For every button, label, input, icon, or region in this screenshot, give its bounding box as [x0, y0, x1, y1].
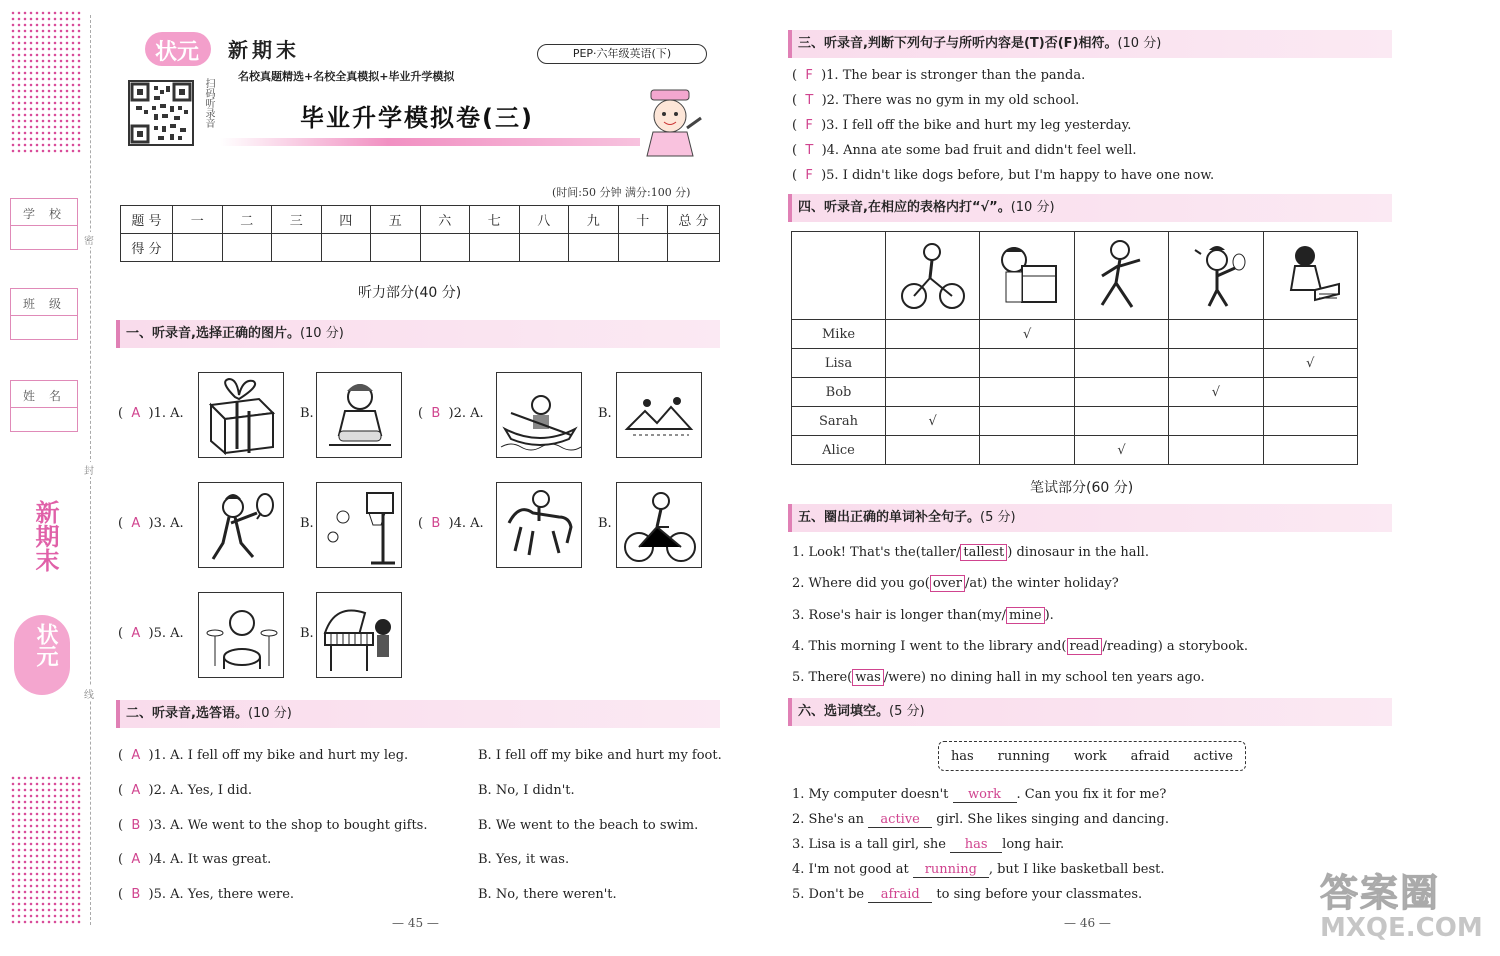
- score-table-score-row: [121, 234, 720, 262]
- option-b-label: B.: [300, 626, 314, 641]
- circled-word[interactable]: was: [852, 669, 884, 686]
- qr-code-icon[interactable]: [128, 80, 194, 146]
- activity-picture-row: [792, 232, 1358, 320]
- score-row-label: 得 分: [121, 234, 173, 262]
- score-cell: 六: [420, 206, 470, 234]
- student-name: Alice: [792, 436, 886, 465]
- piano-player-icon[interactable]: [316, 592, 402, 678]
- score-cell: 十: [618, 206, 668, 234]
- ski-scene-icon[interactable]: [616, 372, 702, 458]
- part1-item-5: ( A )5. A.: [118, 626, 184, 641]
- drummer-icon[interactable]: [198, 592, 284, 678]
- part6-item-5: 5. Don't be afraid to sing before your classmates.: [792, 887, 1143, 902]
- part6-item-3: 3. Lisa is a tall girl, she has long hair.: [792, 837, 1065, 852]
- part2-item-1: ( A )1. A. I fell off my bike and hurt my leg.: [118, 748, 409, 763]
- boat-rowing-icon[interactable]: [496, 372, 582, 458]
- part5-item-5: 5. There( was /were) no dining hall in my school ten years ago.: [792, 670, 1205, 685]
- series-title: 新期末: [228, 38, 300, 62]
- section-4-title: 四、听录音,在相应的表格内打“√”。(10 分): [788, 194, 1392, 222]
- part6-item-1: 1. My computer doesn't work . Can you fix it for me?: [792, 787, 1167, 802]
- part1-item-3: ( A )3. A.: [118, 516, 184, 531]
- running-icon: [1074, 232, 1168, 320]
- score-table: [120, 205, 720, 262]
- name-label: 姓名: [23, 389, 76, 403]
- part2-item-2: ( A )2. A. Yes, I did.: [118, 783, 253, 798]
- fill-blank[interactable]: has: [950, 837, 1002, 853]
- bike-riding-icon[interactable]: [616, 482, 702, 568]
- header-subtitle: 名校真题精选+名校全真模拟+毕业升学模拟: [238, 70, 455, 83]
- vertical-brand-text: 新期末: [31, 500, 59, 572]
- student-name: Sarah: [792, 407, 886, 436]
- part3-item-2: ( T )2. There was no gym in my old school.: [792, 93, 1080, 108]
- part5-item-2: 2. Where did you go( over /at) the winter holiday?: [792, 576, 1119, 591]
- girl-eating-icon[interactable]: [316, 372, 402, 458]
- student-name: Lisa: [792, 349, 886, 378]
- activity-row: Mike √: [792, 320, 1358, 349]
- page-number-left: — 45 —: [392, 916, 439, 930]
- part5-item-4: 4. This morning I went to the library and( read /reading) a storybook.: [792, 639, 1249, 654]
- school-label: 学校: [23, 207, 76, 221]
- activity-row: Lisa √: [792, 349, 1358, 378]
- school-field[interactable]: [10, 198, 78, 250]
- part5-item-3: 3. Rose's hair is longer than(my/ mine ).: [792, 608, 1054, 623]
- listening-heading: 听力部分(40 分): [358, 285, 462, 301]
- score-cell: 九: [569, 206, 619, 234]
- word-bank: [938, 741, 1246, 771]
- fill-blank[interactable]: active: [868, 812, 932, 828]
- section-3-title: 三、听录音,判断下列句子与所听内容是(T)否(F)相符。(10 分): [788, 30, 1392, 58]
- watermark-line2: MXQE.COM: [1320, 913, 1483, 943]
- section-5-title: 五、圈出正确的单词补全句子。(5 分): [788, 504, 1392, 532]
- student-name: Mike: [792, 320, 886, 349]
- score-cell: 五: [371, 206, 421, 234]
- word-bank-item: work: [1073, 748, 1107, 764]
- reading-icon: [1263, 232, 1357, 320]
- horse-riding-icon[interactable]: [496, 482, 582, 568]
- part3-item-3: ( F )3. I fell off the bike and hurt my leg yesterday.: [792, 118, 1132, 133]
- part2-item-5: ( B )5. A. Yes, there were.: [118, 887, 295, 902]
- watermark-line1: 答案圈: [1320, 871, 1441, 915]
- part2-item-1-b: B. I fell off my bike and hurt my foot.: [478, 748, 722, 763]
- score-cell: 八: [519, 206, 569, 234]
- page-number-right: — 46 —: [1064, 916, 1111, 930]
- seal-char-1: 密: [84, 232, 94, 247]
- exam-title: 毕业升学模拟卷(三): [300, 104, 534, 132]
- brand-chip: [145, 32, 211, 66]
- seal-char-3: 线: [84, 686, 94, 701]
- part3-item-5: ( F )5. I didn't like dogs before, but I'm happy to have one now.: [792, 168, 1215, 183]
- activity-row: Sarah √: [792, 407, 1358, 436]
- circled-word[interactable]: over: [930, 575, 965, 592]
- vertical-brand-badge: [14, 615, 70, 695]
- part1-item-2: ( B )2. A.: [418, 406, 484, 421]
- writing-heading: 笔试部分(60 分): [1030, 480, 1134, 496]
- fill-blank[interactable]: work: [953, 787, 1017, 803]
- activity-row: Bob √: [792, 378, 1358, 407]
- circled-word[interactable]: mine: [1006, 607, 1045, 624]
- title-underline: [220, 138, 640, 146]
- part2-item-5-b: B. No, there weren't.: [478, 887, 617, 902]
- badminton-player-icon[interactable]: [198, 482, 284, 568]
- time-info: (时间:50 分钟 满分:100 分): [552, 186, 691, 199]
- score-cell: 七: [470, 206, 520, 234]
- word-bank-item: has: [950, 748, 974, 764]
- part1-item-4: ( B )4. A.: [418, 516, 484, 531]
- part2-item-2-b: B. No, I didn't.: [478, 783, 575, 798]
- decor-dots-top: [10, 10, 82, 155]
- name-field[interactable]: [10, 380, 78, 432]
- activity-table: [791, 231, 1358, 465]
- part1-item-1: ( A )1. A.: [118, 406, 184, 421]
- score-cell: 一: [173, 206, 223, 234]
- section-2-title: 二、听录音,选答语。(10 分): [116, 700, 720, 728]
- badminton-icon: [1169, 232, 1263, 320]
- watermark-logo: [1320, 862, 1492, 946]
- section-1-title: 一、听录音,选择正确的图片。(10 分): [116, 320, 720, 348]
- word-bank-item: active: [1193, 748, 1233, 764]
- basketball-hoop-icon[interactable]: [316, 482, 402, 568]
- part6-item-2: 2. She's an active girl. She likes singing and dancing.: [792, 812, 1170, 827]
- student-name: Bob: [792, 378, 886, 407]
- part2-item-4: ( A )4. A. It was great.: [118, 852, 272, 867]
- score-table-header-row: [121, 206, 720, 234]
- part6-item-4: 4. I'm not good at running , but I like basketball best.: [792, 862, 1165, 877]
- word-bank-item: afraid: [1130, 748, 1170, 764]
- decor-dots-bottom: [10, 775, 82, 925]
- class-field[interactable]: [10, 288, 78, 340]
- qr-caption: 扫码听录音: [203, 78, 214, 128]
- option-b-label: B.: [598, 516, 612, 531]
- word-bank-item: running: [997, 748, 1050, 764]
- class-label: 班级: [23, 297, 76, 311]
- part3-item-4: ( T )4. Anna ate some bad fruit and didn't feel well.: [792, 143, 1137, 158]
- part2-item-3-b: B. We went to the beach to swim.: [478, 818, 699, 833]
- circled-word[interactable]: read: [1067, 638, 1103, 655]
- score-cell-total: 总 分: [668, 206, 720, 234]
- mascot-icon: [635, 88, 705, 160]
- seal-char-2: 封: [84, 462, 94, 477]
- piano-icon: [980, 232, 1074, 320]
- score-cell: 三: [272, 206, 322, 234]
- section-6-title: 六、选词填空。(5 分): [788, 698, 1392, 726]
- option-b-label: B.: [300, 516, 314, 531]
- part3-item-1: ( F )1. The bear is stronger than the panda.: [792, 68, 1086, 83]
- brand-chip-text: 状元: [155, 40, 200, 65]
- vertical-brand-badge-text: 状元: [33, 623, 58, 667]
- part2-item-4-b: B. Yes, it was.: [478, 852, 570, 867]
- score-cell-label: 题 号: [121, 206, 173, 234]
- part5-item-1: 1. Look! That's the(taller/ tallest ) dinosaur in the hall.: [792, 545, 1149, 560]
- cycling-icon: [886, 232, 980, 320]
- activity-row: Alice √: [792, 436, 1358, 465]
- gift-box-icon[interactable]: [198, 372, 284, 458]
- fill-blank[interactable]: running: [913, 862, 989, 878]
- option-b-label: B.: [300, 406, 314, 421]
- score-cell: 四: [321, 206, 371, 234]
- circled-word[interactable]: tallest: [960, 544, 1007, 561]
- score-cell: 二: [222, 206, 272, 234]
- option-b-label: B.: [598, 406, 612, 421]
- edition-badge: PEP·六年级英语(下): [537, 44, 707, 64]
- fill-blank[interactable]: afraid: [868, 887, 932, 903]
- part2-item-3: ( B )3. A. We went to the shop to bought gifts.: [118, 818, 428, 833]
